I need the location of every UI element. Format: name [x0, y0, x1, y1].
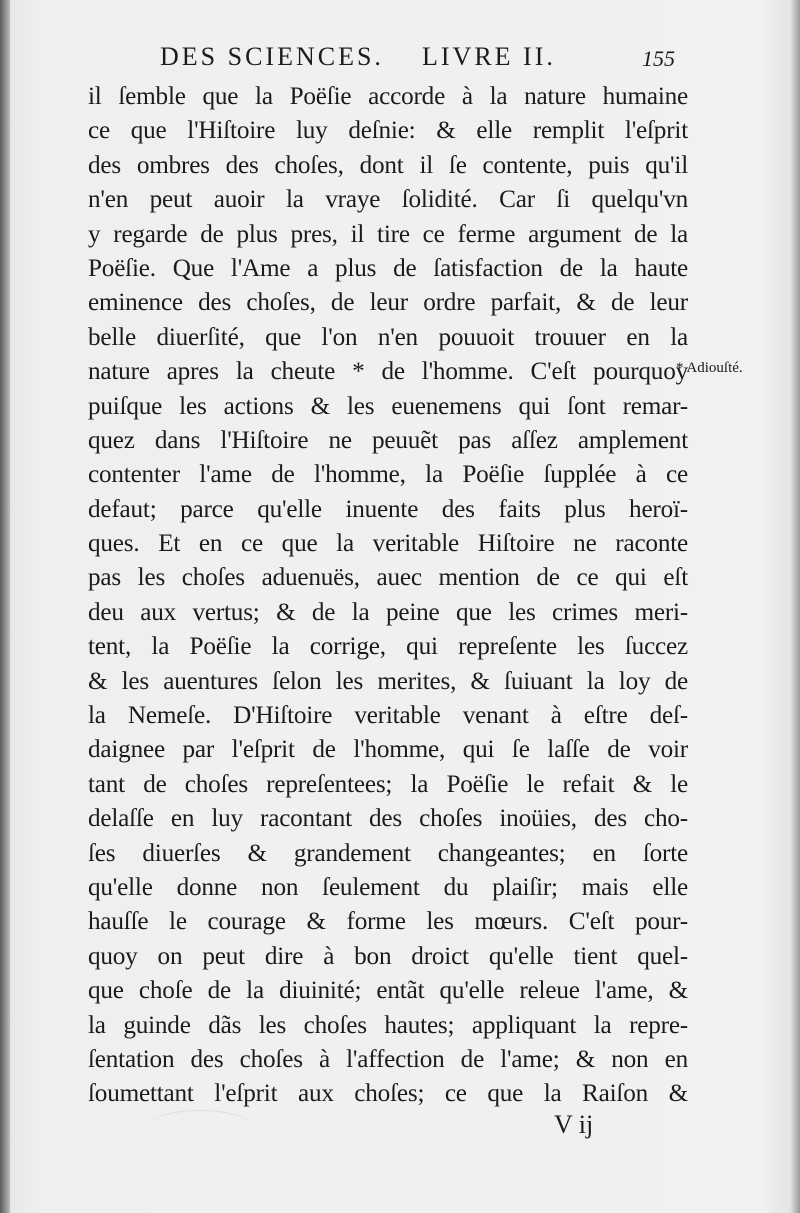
header-right: LIVRE II.: [422, 42, 556, 71]
page-spine-shadow: [0, 0, 10, 1213]
text-line: quoy on peut dire à bon droict qu'elle tient quel-: [88, 942, 688, 970]
body-text: [88, 80, 688, 1112]
text-line: daignee par l'eſprit de l'homme, qui ſe laſſe de voir: [88, 736, 688, 764]
text-line: belle diuerſité, que l'on n'en pouuoit trouuer en la: [88, 323, 688, 351]
text-line: hauſſe le courage & forme les mœurs. C'eſt pour-: [88, 908, 688, 936]
text-line: la guinde dãs les choſes hautes; appliquant la repre-: [88, 1011, 688, 1039]
text-line: ques. Et en ce que la veritable Hiſtoire ne raconte: [88, 530, 688, 558]
text-line: pas les choſes aduenuës, auec mention de ce qui eſt: [88, 564, 688, 592]
text-line: il ſemble que la Poëſie accorde à la nature humaine: [88, 83, 688, 110]
text-line: ſoumettant l'eſprit aux choſes; ce que la Raiſon &: [88, 1080, 688, 1108]
text-line: n'en peut auoir la vraye ſolidité. Car ſi quelqu'vn: [88, 186, 688, 214]
header-left: DES SCIENCES.: [160, 42, 384, 71]
text-line: tent, la Poëſie la corrige, qui repreſente les ſuccez: [88, 633, 688, 661]
text-line: Poëſie. Que l'Ame a plus de ſatisfaction de la haute: [88, 254, 688, 282]
page-number: 155: [642, 46, 675, 71]
text-line: nature apres la cheute * de l'homme. C'eſt pourquoy: [88, 358, 688, 386]
text-line: deu aux vertus; & de la peine que les crimes meri-: [88, 598, 688, 626]
text-line: ce que l'Hiſtoire luy deſnie: & elle remplit l'eſprit: [88, 117, 688, 145]
running-header: [160, 42, 680, 82]
text-line: quez dans l'Hiſtoire ne peuuẽt pas aſſez amplement: [88, 426, 688, 454]
text-line: la Nemeſe. D'Hiſtoire veritable venant à eſtre deſ-: [88, 702, 688, 730]
text-line: defaut; parce qu'elle inuente des faits plus heroï-: [88, 495, 688, 523]
text-line: & les auentures ſelon les merites, & ſuiuant la loy de: [88, 667, 688, 695]
text-line: y regarde de plus pres, il tire ce ferme argument de la: [88, 220, 688, 248]
text-line: tant de choſes repreſentees; la Poëſie le refait & le: [88, 770, 688, 798]
text-line: contenter l'ame de l'homme, la Poëſie ſupplée à ce: [88, 461, 688, 489]
margin-note: * Adiouſté.: [676, 360, 743, 376]
text-line: delaſſe en luy racontant des choſes inoüies, des cho-: [88, 805, 688, 833]
text-line: ſes diuerſes & grandement changeantes; en ſorte: [88, 839, 688, 867]
text-line: puiſque les actions & les euenemens qui ſont remar-: [88, 392, 688, 420]
text-line: des ombres des choſes, dont il ſe contente, puis qu'il: [88, 151, 688, 179]
text-line: eminence des choſes, de leur ordre parfait, & de leur: [88, 289, 688, 317]
text-line: ſentation des choſes à l'affection de l'ame; & non en: [88, 1045, 688, 1073]
text-line: que choſe de la diuinité; entãt qu'elle releue l'ame, &: [88, 977, 688, 1005]
text-line: qu'elle donne non ſeulement du plaiſir; mais elle: [88, 873, 688, 901]
signature-mark: V ij: [554, 1110, 594, 1139]
paper-smudge: [150, 1110, 250, 1141]
